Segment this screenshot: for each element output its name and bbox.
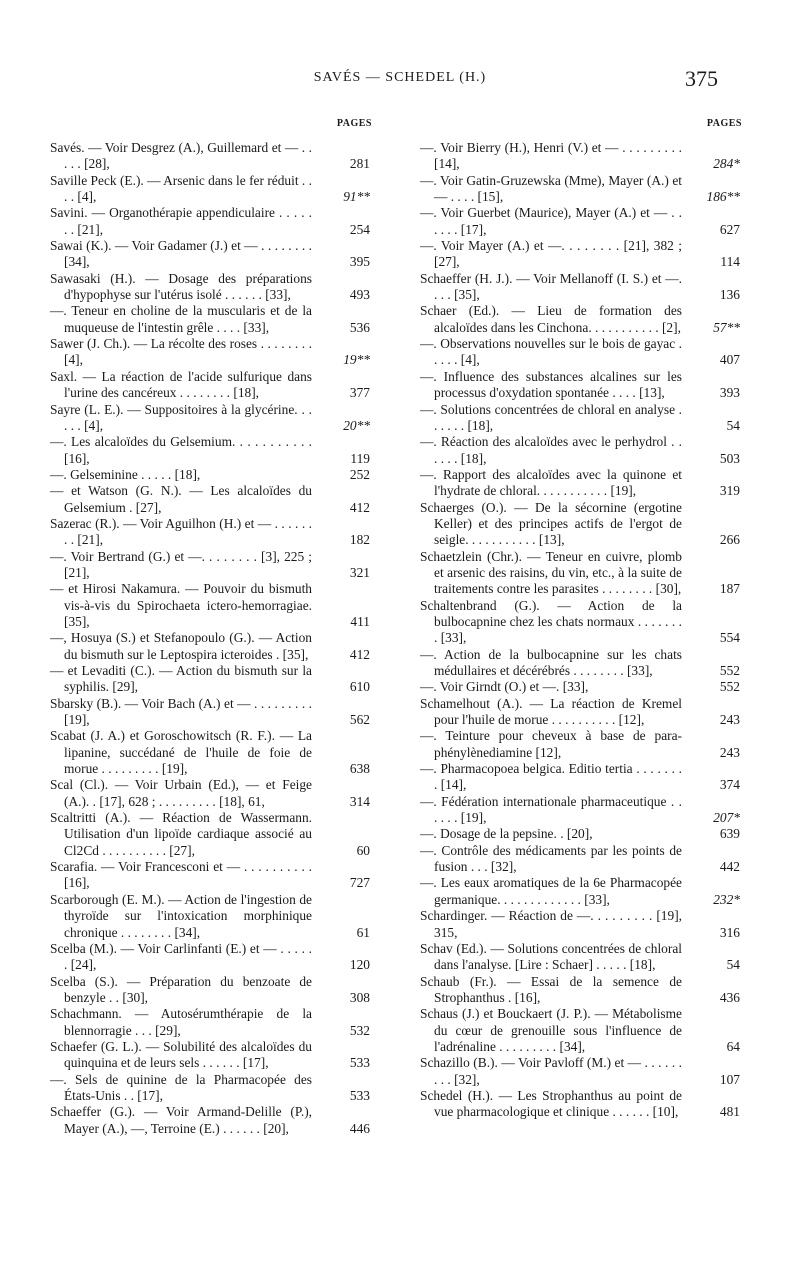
entry-text: — et Levaditi (C.). — Action du bismuth sur la syphilis. [29], bbox=[50, 663, 312, 695]
entry-page-number: 412 bbox=[349, 646, 370, 662]
entry-text: Schaer (Ed.). — Lieu de formation des alcaloïdes dans les Cinchona. . . . . . . . . . . [2], bbox=[420, 303, 682, 335]
index-entry bbox=[50, 467, 370, 483]
index-entry bbox=[50, 810, 370, 859]
entry-text: —. Sels de quinine de la Pharmacopée des États-Unis . . [17], bbox=[50, 1071, 312, 1103]
entry-page-number: 61 bbox=[356, 924, 370, 940]
entry-page-number: 533 bbox=[349, 1055, 370, 1071]
index-entry bbox=[50, 1039, 370, 1072]
entry-text: Scaltritti (A.). — Réaction de Wassermann. Utilisation d'un lipoïde cardiaque associé au Cl2Cd . . . . . . . . . . [27], bbox=[50, 810, 312, 858]
entry-page-number: 639 bbox=[719, 826, 740, 842]
entry-text: Schaltenbrand (G.). — Action de la bulbocapnine chez les chats normaux . . . . . . . . [33], bbox=[420, 597, 682, 646]
index-entry bbox=[50, 140, 370, 173]
entry-text: Schedel (H.). — Les Strophanthus au point de vue pharmacologique et clinique . . . . . . [10], bbox=[420, 1087, 682, 1120]
index-entry bbox=[50, 402, 370, 435]
entry-text: Scarborough (E. M.). — Action de l'ingestion de thyroïde sur l'intoxication morphinique chronique . . . . . . . . [34], bbox=[50, 891, 312, 940]
entry-page-number: 533 bbox=[349, 1087, 370, 1103]
index-entry bbox=[420, 336, 740, 369]
pages-label: PAGES bbox=[336, 118, 372, 129]
entry-text: —. Teneur en choline de la muscularis et de la muqueuse de l'intestin grêle . . . . [33], bbox=[50, 303, 312, 335]
index-entry bbox=[420, 843, 740, 876]
index-entry bbox=[420, 761, 740, 794]
index-entry bbox=[50, 516, 370, 549]
entry-page-number: 60 bbox=[356, 842, 370, 858]
entry-page-number: 54 bbox=[726, 417, 740, 433]
index-entry bbox=[420, 1006, 740, 1055]
index-entry bbox=[50, 696, 370, 729]
entry-text: Schaus (J.) et Bouckaert (J. P.). — Métabolisme du cœur de grenouille sous l'influence de l'adrénaline . . . . . . . . . [34], bbox=[420, 1006, 682, 1054]
entry-list bbox=[50, 140, 370, 1137]
page-number: 375 bbox=[685, 66, 718, 91]
entry-page-number: 107 bbox=[719, 1071, 740, 1087]
entry-page-number: 446 bbox=[349, 1120, 370, 1136]
entry-text: Schaeffer (G.). — Voir Armand-Delille (P.), Mayer (A.), —, Terroine (E.) . . . . . . [20], bbox=[50, 1104, 312, 1136]
entry-page-number: 252 bbox=[349, 466, 370, 482]
entry-text: Sawai (K.). — Voir Gadamer (J.) et — . . . . . . . . [34], bbox=[50, 238, 312, 270]
index-entry bbox=[50, 483, 370, 516]
entry-page-number: 207* bbox=[713, 810, 740, 826]
entry-page-number: 186** bbox=[706, 189, 740, 205]
index-entry bbox=[50, 728, 370, 777]
entry-text: —. Voir Gatin-Gruzewska (Mme), Mayer (A.) et — . . . . [15], bbox=[420, 172, 682, 205]
entry-page-number: 503 bbox=[719, 450, 740, 466]
index-entry bbox=[50, 859, 370, 892]
entry-page-number: 407 bbox=[719, 352, 740, 368]
index-entry bbox=[420, 173, 740, 206]
entry-text: Scelba (M.). — Voir Carlinfanti (E.) et — . . . . . . [24], bbox=[50, 940, 312, 973]
entry-text: Savini. — Organothérapie appendiculaire . . . . . . . [21], bbox=[50, 205, 312, 237]
index-entry bbox=[420, 434, 740, 467]
entry-page-number: 232* bbox=[713, 891, 740, 907]
entry-text: Savés. — Voir Desgrez (A.), Guillemard et — . . . . . [28], bbox=[50, 140, 312, 172]
entry-page-number: 266 bbox=[719, 532, 740, 548]
entry-page-number: 314 bbox=[349, 793, 370, 809]
entry-page-number: 243 bbox=[719, 712, 740, 728]
entry-page-number: 281 bbox=[349, 156, 370, 172]
entry-text: —. Observations nouvelles sur le bois de gayac . . . . . [4], bbox=[420, 336, 682, 368]
index-entry bbox=[420, 826, 740, 842]
index-entry bbox=[50, 205, 370, 238]
entry-text: —. Voir Bierry (H.), Henri (V.) et — . . . . . . . . . [14], bbox=[420, 140, 682, 172]
entry-text: — et Watson (G. N.). — Les alcaloïdes du Gelsemium . [27], bbox=[50, 483, 312, 515]
entry-page-number: 119 bbox=[350, 450, 370, 466]
entry-page-number: 638 bbox=[349, 761, 370, 777]
entry-page-number: 54 bbox=[726, 957, 740, 973]
entry-text: Schazillo (B.). — Voir Pavloff (M.) et — . . . . . . . . . [32], bbox=[420, 1055, 682, 1087]
entry-text: —. Contrôle des médicaments par les points de fusion . . . [32], bbox=[420, 842, 682, 875]
index-entry bbox=[50, 434, 370, 467]
entry-page-number: 319 bbox=[719, 483, 740, 499]
entry-text: — et Hirosi Nakamura. — Pouvoir du bismuth vis-à-vis du Spirochaeta ictero-hemorragiae. [35], bbox=[50, 581, 312, 629]
entry-page-number: 64 bbox=[726, 1038, 740, 1054]
pages-label: PAGES bbox=[706, 118, 742, 129]
entry-text: —. Influence des substances alcalines sur les processus d'oxydation spontanée . . . . [13], bbox=[420, 368, 682, 401]
entry-text: Saville Peck (E.). — Arsenic dans le fer réduit . . . . [4], bbox=[50, 172, 312, 205]
index-entry bbox=[420, 549, 740, 598]
entry-page-number: 308 bbox=[349, 989, 370, 1005]
index-entry bbox=[420, 696, 740, 729]
entry-text: Sayre (L. E.). — Suppositoires à la glycérine. . . . . . [4], bbox=[50, 401, 312, 433]
entry-page-number: 562 bbox=[349, 712, 370, 728]
entry-page-number: 254 bbox=[349, 221, 370, 237]
index-entry bbox=[420, 1055, 740, 1088]
index-entry bbox=[420, 271, 740, 304]
entry-text: Schaerges (O.). — De la sécornine (ergotine Keller) et des principes actifs de l'ergot de seigle. . . . . . . . . . . [13], bbox=[420, 499, 682, 548]
running-title: SAVÉS — SCHEDEL (H.) bbox=[313, 70, 487, 85]
entry-text: —. Gelseminine . . . . . [18], bbox=[50, 466, 201, 482]
entry-text: —. Dosage de la pepsine. . [20], bbox=[420, 826, 593, 842]
index-entry bbox=[420, 908, 740, 941]
entry-text: Scarafia. — Voir Francesconi et — . . . . . . . . . . [16], bbox=[50, 859, 312, 891]
entry-text: —. Action de la bulbocapnine sur les chats médullaires et décérébrés . . . . . . . . [33], bbox=[420, 646, 682, 678]
entry-text: Sazerac (R.). — Voir Aguilhon (H.) et — . . . . . . . . [21], bbox=[50, 515, 312, 548]
entry-page-number: 120 bbox=[349, 957, 370, 973]
index-entry bbox=[420, 647, 740, 680]
index-entry bbox=[420, 402, 740, 435]
entry-page-number: 187 bbox=[719, 581, 740, 597]
entry-text: —. Voir Bertrand (G.) et —. . . . . . . . [3], 225 ; [21], bbox=[50, 548, 312, 580]
index-entry bbox=[420, 205, 740, 238]
entry-page-number: 610 bbox=[349, 679, 370, 695]
entry-page-number: 481 bbox=[719, 1104, 740, 1120]
entry-page-number: 374 bbox=[719, 777, 740, 793]
index-entry bbox=[420, 500, 740, 549]
entry-text: Schaefer (G. L.). — Solubilité des alcaloïdes du quinquina et de leurs sels . . . . . . [17], bbox=[50, 1038, 312, 1071]
entry-page-number: 20** bbox=[343, 417, 370, 433]
entry-text: Sawer (J. Ch.). — La récolte des roses . . . . . . . . [4], bbox=[50, 336, 312, 368]
index-entry bbox=[420, 467, 740, 500]
entry-page-number: 442 bbox=[719, 859, 740, 875]
index-entry bbox=[50, 173, 370, 206]
index-entry bbox=[50, 663, 370, 696]
entry-text: Schardinger. — Réaction de —. . . . . . . . . [19], 315, bbox=[420, 908, 682, 940]
entry-page-number: 727 bbox=[349, 875, 370, 891]
index-entry bbox=[420, 369, 740, 402]
column-header bbox=[50, 118, 370, 132]
index-entry bbox=[50, 369, 370, 402]
entry-text: Schachmann. — Autosérumthérapie de la blennorragie . . . [29], bbox=[50, 1006, 312, 1038]
entry-page-number: 554 bbox=[719, 630, 740, 646]
entry-page-number: 536 bbox=[349, 319, 370, 335]
index-entry bbox=[50, 549, 370, 582]
column-header bbox=[420, 118, 740, 132]
index-entry bbox=[50, 1072, 370, 1105]
entry-text: —. Les alcaloïdes du Gelsemium. . . . . . . . . . . [16], bbox=[50, 434, 312, 466]
index-entry bbox=[420, 598, 740, 647]
entry-page-number: 395 bbox=[349, 254, 370, 270]
entry-list bbox=[420, 140, 740, 1121]
entry-page-number: 493 bbox=[349, 287, 370, 303]
entry-text: —. Fédération internationale pharmaceutique . . . . . . [19], bbox=[420, 793, 682, 826]
index-entry bbox=[50, 1006, 370, 1039]
entry-text: —. Réaction des alcaloïdes avec le perhydrol . . . . . . [18], bbox=[420, 434, 682, 466]
entry-page-number: 321 bbox=[349, 564, 370, 580]
entry-text: Scal (Cl.). — Voir Urbain (Ed.), — et Feige (A.). . [17], 628 ; . . . . . . . . . [18], 61, bbox=[50, 777, 312, 809]
entry-page-number: 412 bbox=[349, 499, 370, 515]
index-entry bbox=[50, 336, 370, 369]
entry-text: —. Voir Mayer (A.) et —. . . . . . . . [21], 382 ; [27], bbox=[420, 238, 682, 270]
entry-text: Schaetzlein (Chr.). — Teneur en cuivre, plomb et arsenic des raisins, du vin, etc., à la suite de traitements contre les parasites . . . . . . . . [30], bbox=[420, 548, 682, 597]
entry-text: Scelba (S.). — Préparation du benzoate de benzyle . . [30], bbox=[50, 973, 312, 1005]
entry-text: —. Teinture pour cheveux à base de para-phénylènediamine [12], bbox=[420, 728, 682, 760]
entry-text: —. Voir Guerbet (Maurice), Mayer (A.) et — . . . . . . [17], bbox=[420, 205, 682, 237]
entry-page-number: 627 bbox=[719, 221, 740, 237]
index-entry bbox=[50, 303, 370, 336]
entry-text: —. Rapport des alcaloïdes avec la quinone et l'hydrate de chloral. . . . . . . . . . . [19], bbox=[420, 466, 682, 499]
entry-page-number: 532 bbox=[349, 1022, 370, 1038]
index-entry bbox=[420, 140, 740, 173]
entry-page-number: 136 bbox=[719, 287, 740, 303]
entry-page-number: 552 bbox=[719, 679, 740, 695]
entry-page-number: 316 bbox=[719, 924, 740, 940]
entry-text: Sbarsky (B.). — Voir Bach (A.) et — . . . . . . . . . [19], bbox=[50, 695, 312, 728]
index-entry bbox=[420, 941, 740, 974]
index-entry bbox=[50, 1104, 370, 1137]
entry-text: Scabat (J. A.) et Goroschowitsch (R. F.). — La lipanine, succédané de l'huile de foie de morue . . . . . . . . . [19], bbox=[50, 728, 312, 777]
entry-page-number: 182 bbox=[349, 532, 370, 548]
entry-text: —, Hosuya (S.) et Stefanopoulo (G.). — Action du bismuth sur le Leptospira icteroides . [35], bbox=[50, 630, 312, 662]
entry-text: —. Solutions concentrées de chloral en analyse . . . . . . [18], bbox=[420, 401, 682, 433]
index-column-right bbox=[420, 118, 740, 1121]
entry-page-number: 57** bbox=[713, 319, 740, 335]
index-entry bbox=[50, 941, 370, 974]
index-entry bbox=[420, 1088, 740, 1121]
index-entry bbox=[420, 728, 740, 761]
index-entry bbox=[50, 630, 370, 663]
index-entry bbox=[50, 238, 370, 271]
entry-text: —. Voir Girndt (O.) et —. [33], bbox=[420, 679, 589, 695]
entry-text: Saxl. — La réaction de l'acide sulfurique dans l'urine des cancéreux . . . . . . . . [18], bbox=[50, 368, 312, 401]
entry-page-number: 411 bbox=[350, 613, 370, 629]
entry-page-number: 19** bbox=[343, 352, 370, 368]
entry-page-number: 243 bbox=[719, 744, 740, 760]
running-head bbox=[0, 68, 800, 92]
index-entry bbox=[50, 892, 370, 941]
index-entry bbox=[50, 271, 370, 304]
entry-text: —. Pharmacopoea belgica. Editio tertia . . . . . . . . [14], bbox=[420, 761, 682, 793]
entry-page-number: 284* bbox=[713, 156, 740, 172]
entry-text: Schaeffer (H. J.). — Voir Mellanoff (I. S.) et —. . . . [35], bbox=[420, 270, 682, 303]
entry-text: Schamelhout (A.). — La réaction de Kremel pour l'huile de morue . . . . . . . . . . [12], bbox=[420, 695, 682, 728]
index-entry bbox=[420, 875, 740, 908]
entry-text: Schaub (Fr.). — Essai de la semence de Strophanthus . [16], bbox=[420, 973, 682, 1005]
index-entry bbox=[50, 974, 370, 1007]
index-entry bbox=[420, 303, 740, 336]
entry-text: Sawasaki (H.). — Dosage des préparations d'hypophyse sur l'utérus isolé . . . . . . [33], bbox=[50, 270, 312, 303]
entry-page-number: 552 bbox=[719, 663, 740, 678]
entry-page-number: 436 bbox=[719, 989, 740, 1005]
index-entry bbox=[420, 238, 740, 271]
index-entry bbox=[420, 794, 740, 827]
entry-page-number: 377 bbox=[349, 385, 370, 401]
index-entry bbox=[420, 974, 740, 1007]
entry-page-number: 393 bbox=[719, 385, 740, 401]
index-entry bbox=[420, 679, 740, 695]
entry-page-number: 91** bbox=[343, 189, 370, 205]
index-entry bbox=[50, 581, 370, 630]
index-column-left bbox=[50, 118, 370, 1137]
index-entry bbox=[50, 777, 370, 810]
entry-page-number: 114 bbox=[720, 254, 740, 270]
entry-text: Schav (Ed.). — Solutions concentrées de chloral dans l'analyse. [Lire : Schaer] . . . . . [18], bbox=[420, 940, 682, 973]
entry-text: —. Les eaux aromatiques de la 6e Pharmacopée germanique. . . . . . . . . . . . . [33], bbox=[420, 875, 682, 907]
